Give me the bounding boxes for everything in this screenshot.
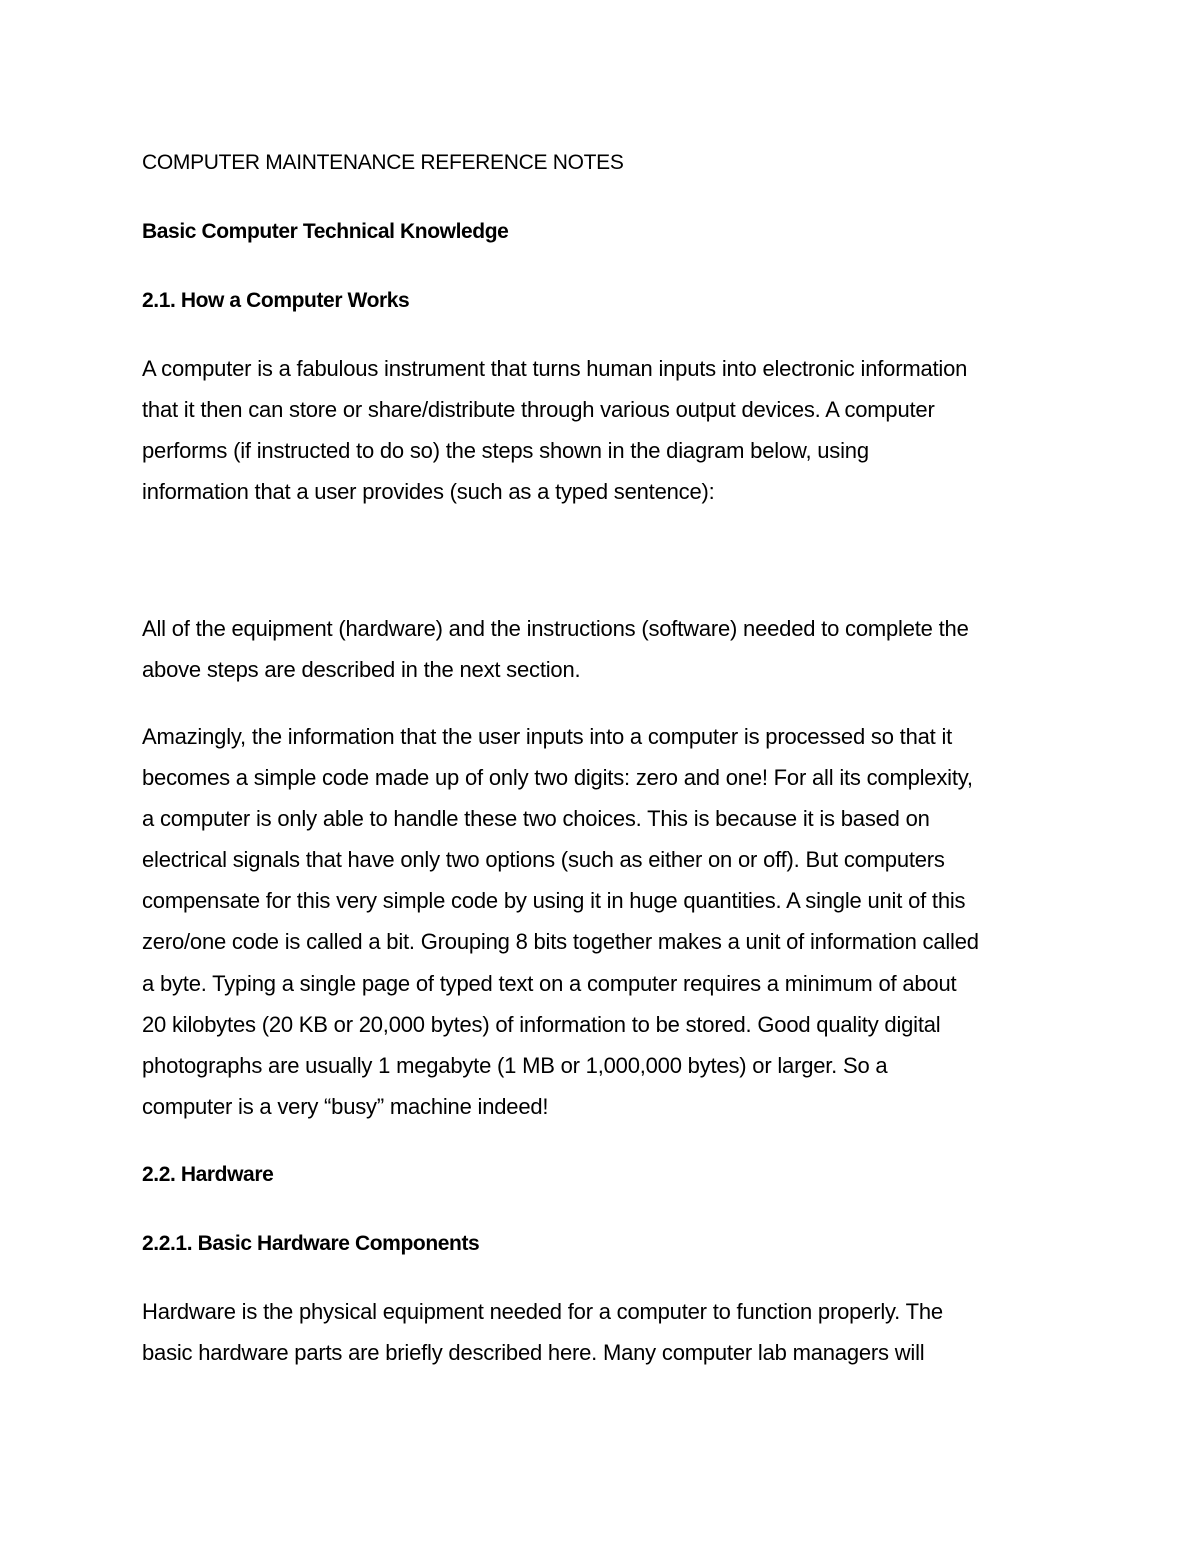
document-subtitle: Basic Computer Technical Knowledge — [142, 220, 509, 243]
paragraph-line: information that a user provides (such as a typed sentence): — [142, 479, 715, 504]
paragraph-line: that it then can store or share/distribute through various output devices. A computer — [142, 397, 935, 422]
paragraph-line: compensate for this very simple code by using it in huge quantities. A single unit of this — [142, 888, 966, 913]
paragraph-line: 20 kilobytes (20 KB or 20,000 bytes) of information to be stored. Good quality digital — [142, 1012, 941, 1037]
paragraph-line: basic hardware parts are briefly described here. Many computer lab managers will — [142, 1340, 925, 1365]
paragraph-line: Hardware is the physical equipment needed for a computer to function properly. The — [142, 1299, 943, 1324]
section-heading-2-1: 2.1. How a Computer Works — [142, 289, 410, 312]
section-heading-2-2-1: 2.2.1. Basic Hardware Components — [142, 1232, 480, 1255]
paragraph-line: A computer is a fabulous instrument that turns human inputs into electronic information — [142, 356, 968, 381]
paragraph-line: Amazingly, the information that the user inputs into a computer is processed so that it — [142, 724, 953, 749]
paragraph-line: performs (if instructed to do so) the steps shown in the diagram below, using — [142, 438, 869, 463]
paragraph-line: becomes a simple code made up of only two digits: zero and one! For all its complexity, — [142, 765, 973, 790]
section-heading-2-2: 2.2. Hardware — [142, 1163, 274, 1186]
paragraph-line: All of the equipment (hardware) and the instructions (software) needed to complete the — [142, 616, 969, 641]
paragraph-line: a byte. Typing a single page of typed text on a computer requires a minimum of about — [142, 971, 957, 996]
paragraph-line: a computer is only able to handle these two choices. This is because it is based on — [142, 806, 930, 831]
paragraph-line: above steps are described in the next section. — [142, 657, 581, 682]
paragraph-line: photographs are usually 1 megabyte (1 MB or 1,000,000 bytes) or larger. So a — [142, 1053, 888, 1078]
document-title: COMPUTER MAINTENANCE REFERENCE NOTES — [142, 151, 624, 174]
paragraph-line: zero/one code is called a bit. Grouping 8 bits together makes a unit of information called — [142, 929, 979, 954]
paragraph-line: computer is a very “busy” machine indeed! — [142, 1094, 549, 1119]
paragraph-line: electrical signals that have only two options (such as either on or off). But computers — [142, 847, 945, 872]
